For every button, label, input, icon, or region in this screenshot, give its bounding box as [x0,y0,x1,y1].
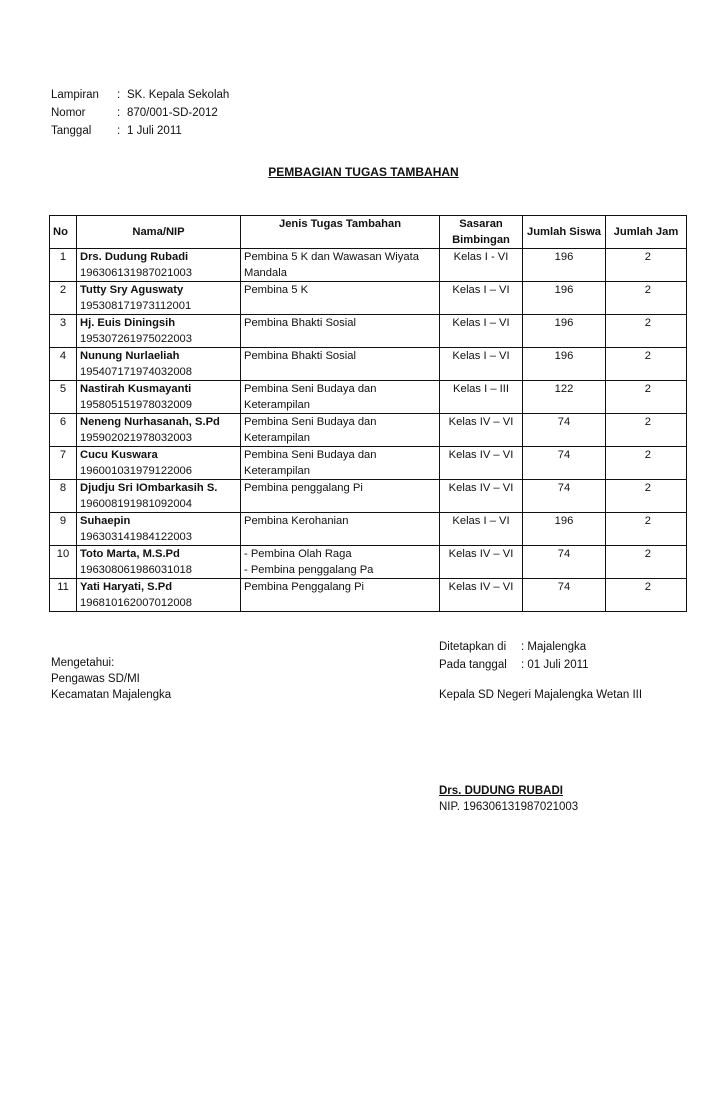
teacher-nip: 196001031979122006 [80,465,192,477]
teacher-nip: 196306131987021003 [80,267,192,279]
cell-jumlah-siswa: 196 [523,513,606,546]
teacher-name: Neneng Nurhasanah, S.Pd [80,416,220,428]
cell-nama-nip [77,414,241,447]
ditetapkan-value: : Majalengka [521,641,587,653]
cell-jenis-tugas [241,546,440,579]
teacher-name: Suhaepin [80,515,131,527]
cell-jumlah-siswa: 74 [523,579,606,612]
table-row [50,513,687,546]
cell-jumlah-siswa: 196 [523,282,606,315]
teacher-nip: 195805151978032009 [80,399,192,411]
task-line-1: Pembina Seni Budaya dan [244,383,377,395]
tanggal-value: : 01 Juli 2011 [521,659,589,671]
cell-jenis-tugas [241,348,440,381]
teacher-name: Nastirah Kusmayanti [80,383,192,395]
cell-no: 8 [50,480,77,513]
signatory-nip: NIP. 196306131987021003 [439,801,579,813]
table-body [50,249,687,612]
cell-no: 2 [50,282,77,315]
cell-nama-nip [77,546,241,579]
meta-label: Lampiran [51,89,99,101]
table-row [50,249,687,282]
col-header-no: No [50,216,77,249]
cell-jenis-tugas [241,282,440,315]
teacher-nip: 195307261975022003 [80,333,192,345]
cell-nama-nip [77,282,241,315]
cell-sasaran: Kelas I – III [440,381,523,414]
col-header-sasaran: Sasaran Bimbingan [440,216,523,249]
task-line-1: Pembina Bhakti Sosial [244,350,356,362]
cell-nama-nip [77,579,241,612]
teacher-nip: 195407171974032008 [80,366,192,378]
cell-jumlah-siswa: 122 [523,381,606,414]
cell-jenis-tugas [241,513,440,546]
task-line-1: - Pembina Olah Raga [244,548,352,560]
task-line-2: Keterampilan [244,432,310,444]
teacher-nip: 196308061986031018 [80,564,192,576]
cell-sasaran: Kelas I – VI [440,315,523,348]
table-row [50,348,687,381]
task-line-1: Pembina 5 K dan Wawasan Wiyata [244,251,419,263]
meta-colon: : [117,107,121,119]
cell-no: 9 [50,513,77,546]
table-row [50,480,687,513]
cell-jenis-tugas [241,315,440,348]
document-title: PEMBAGIAN TUGAS TAMBAHAN [268,165,459,179]
cell-no: 5 [50,381,77,414]
task-line-1: Pembina Seni Budaya dan [244,416,377,428]
task-line-1: Pembina penggalang Pi [244,482,363,494]
col-header-jenis: Jenis Tugas Tambahan [241,216,440,249]
cell-jenis-tugas [241,480,440,513]
cell-jenis-tugas [241,381,440,414]
table-row [50,447,687,480]
cell-nama-nip [77,315,241,348]
cell-jenis-tugas [241,579,440,612]
cell-sasaran: Kelas I – VI [440,513,523,546]
meta-value: SK. Kepala Sekolah [127,89,230,101]
meta-label: Nomor [51,107,86,119]
teacher-nip: 196810162007012008 [80,597,192,609]
cell-jumlah-jam: 2 [606,480,687,513]
meta-colon: : [117,125,121,137]
pengawas-label: Pengawas SD/MI [51,673,140,685]
table-row [50,579,687,612]
task-line-2: Keterampilan [244,399,310,411]
cell-jumlah-jam: 2 [606,447,687,480]
task-line-1: Pembina 5 K [244,284,309,296]
cell-no: 6 [50,414,77,447]
cell-jumlah-jam: 2 [606,315,687,348]
cell-jumlah-jam: 2 [606,282,687,315]
cell-jumlah-jam: 2 [606,579,687,612]
col-header-nama: Nama/NIP [77,216,241,249]
teacher-nip: 195902021978032003 [80,432,192,444]
task-line-2: Keterampilan [244,465,310,477]
ditetapkan-row [439,638,589,674]
mengetahui-label: Mengetahui: [51,657,115,669]
meta-colon: : [117,89,121,101]
cell-jumlah-siswa: 196 [523,348,606,381]
teacher-name: Nunung Nurlaeliah [80,350,180,362]
kecamatan-label: Kecamatan Majalengka [51,689,172,701]
teacher-name: Tutty Sry Aguswaty [80,284,184,296]
task-line-2: - Pembina penggalang Pa [244,564,374,576]
cell-no: 1 [50,249,77,282]
cell-nama-nip [77,447,241,480]
cell-no: 11 [50,579,77,612]
cell-sasaran: Kelas I - VI [440,249,523,282]
cell-jumlah-jam: 2 [606,414,687,447]
cell-jumlah-jam: 2 [606,249,687,282]
table-header-row [50,216,687,249]
cell-sasaran: Kelas IV – VI [440,414,523,447]
teacher-name: Drs. Dudung Rubadi [80,251,189,263]
task-line-1: Pembina Seni Budaya dan [244,449,377,461]
cell-no: 7 [50,447,77,480]
cell-jumlah-siswa: 196 [523,315,606,348]
cell-sasaran: Kelas I – VI [440,282,523,315]
ditetapkan-label: Ditetapkan di [439,641,507,653]
cell-jumlah-siswa: 74 [523,546,606,579]
cell-jumlah-siswa: 74 [523,447,606,480]
cell-jumlah-siswa: 74 [523,480,606,513]
col-header-siswa: Jumlah Siswa [523,216,606,249]
task-line-1: Pembina Kerohanian [244,515,349,527]
jabatan-kepala: Kepala SD Negeri Majalengka Wetan III [439,689,643,701]
cell-no: 10 [50,546,77,579]
teacher-nip: 196303141984122003 [80,531,192,543]
task-line-1: Pembina Bhakti Sosial [244,317,356,329]
cell-jumlah-jam: 2 [606,381,687,414]
teacher-name: Yati Haryati, S.Pd [80,581,173,593]
meta-value: 870/001-SD-2012 [127,107,218,119]
cell-nama-nip [77,480,241,513]
task-table [49,215,687,612]
col-header-jam: Jumlah Jam [606,216,687,249]
table-row [50,414,687,447]
teacher-name: Toto Marta, M.S.Pd [80,548,180,560]
cell-nama-nip [77,249,241,282]
table-row [50,315,687,348]
meta-value: 1 Juli 2011 [127,125,182,137]
cell-jumlah-jam: 2 [606,513,687,546]
teacher-nip: 196008191981092004 [80,498,192,510]
cell-jenis-tugas [241,447,440,480]
task-line-2: Mandala [244,267,287,279]
cell-nama-nip [77,381,241,414]
cell-sasaran: Kelas IV – VI [440,447,523,480]
signatory-name: Drs. DUDUNG RUBADI [439,785,563,797]
teacher-name: Cucu Kuswara [80,449,158,461]
cell-jumlah-siswa: 196 [523,249,606,282]
teacher-nip: 195308171973112001 [80,300,192,312]
cell-sasaran: Kelas IV – VI [440,546,523,579]
cell-sasaran: Kelas IV – VI [440,579,523,612]
cell-jenis-tugas [241,414,440,447]
cell-jumlah-jam: 2 [606,348,687,381]
cell-no: 4 [50,348,77,381]
cell-jumlah-jam: 2 [606,546,687,579]
cell-sasaran: Kelas IV – VI [440,480,523,513]
cell-nama-nip [77,348,241,381]
meta-label: Tanggal [51,125,92,137]
table-row [50,381,687,414]
cell-sasaran: Kelas I – VI [440,348,523,381]
table-row [50,546,687,579]
task-line-1: Pembina Penggalang Pi [244,581,365,593]
teacher-name: Hj. Euis Diningsih [80,317,176,329]
tanggal-label: Pada tanggal [439,659,507,671]
cell-no: 3 [50,315,77,348]
table-row [50,282,687,315]
cell-jenis-tugas [241,249,440,282]
cell-jumlah-siswa: 74 [523,414,606,447]
cell-nama-nip [77,513,241,546]
teacher-name: Djudju Sri IOmbarkasih S. [80,482,218,494]
